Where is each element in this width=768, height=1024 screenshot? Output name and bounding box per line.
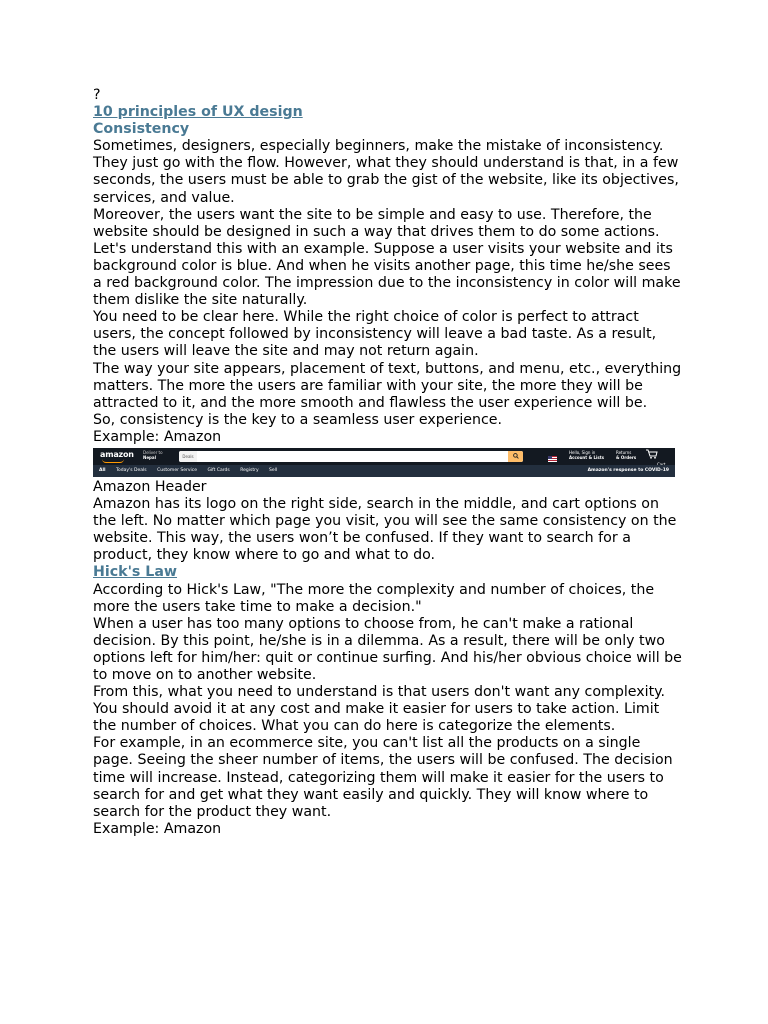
account-line2: Account & Lists xyxy=(569,454,605,460)
deliver-line1: Deliver to xyxy=(143,449,163,455)
amazon-search-bar xyxy=(179,451,523,462)
paragraph: The way your site appears, placement of text, buttons, and menu, etc., everything matters. The more the users are familiar with your site, the more they will be attracted to it, and the more smooth and flawless the user experience will be. xyxy=(93,360,682,411)
stray-mark: ? xyxy=(93,87,101,103)
amazon-nav-bar xyxy=(93,465,675,477)
amazon-top-bar xyxy=(93,448,675,465)
section-heading-hicks-law[interactable]: Hick's Law xyxy=(93,564,178,581)
document-title[interactable]: 10 principles of UX design xyxy=(93,104,303,121)
image-caption: Amazon Header xyxy=(93,478,207,495)
returns-line2: & Orders xyxy=(616,454,637,460)
amazon-nav-items xyxy=(99,466,286,476)
amazon-logo: amazon xyxy=(100,449,134,459)
section-heading-consistency[interactable]: Consistency xyxy=(93,121,190,138)
example-label: Example: Amazon xyxy=(93,820,222,837)
paragraph: So, consistency is the key to a seamless user experience. xyxy=(93,411,503,428)
amazon-header-image xyxy=(93,448,675,477)
returns-line1: Returns xyxy=(616,449,632,455)
account-line1: Hello, Sign in xyxy=(569,449,596,455)
nav-item: Sell xyxy=(269,467,278,473)
example-label: Example: Amazon xyxy=(93,428,222,445)
paragraph: Moreover, the users want the site to be simple and easy to use. Therefore, the website should be designed in such a way that drives them to do some actions. xyxy=(93,206,660,240)
deliver-line2: Nepal xyxy=(143,454,156,460)
nav-item: Customer Service xyxy=(157,467,197,473)
paragraph: Let's understand this with an example. Suppose a user visits your website and its background color is blue. And when he visits another page, this time he/she sees a red background color. The impression due to the inconsistency in color will make them dislike the site naturally. xyxy=(93,240,681,309)
paragraph: Sometimes, designers, especially beginners, make the mistake of inconsistency. They just go with the flow. However, what they should understand is that, in a few seconds, the users must be able to grab the gist of the website, like its objectives, services, and value. xyxy=(93,138,679,206)
nav-item: All xyxy=(99,467,106,473)
paragraph: You need to be clear here. While the right choice of color is perfect to attract users, the concept followed by inconsistency will leave a bad taste. As a result, the users will leave the site and may not return again. xyxy=(93,309,657,360)
amazon-search-category: Deals xyxy=(179,451,197,462)
paragraph: For example, in an ecommerce site, you can't list all the products on a single page. Seeing the sheer number of items, the users will be confused. The decision time will increase. Instead, categorizing them will make it easier for the users to search for and get what they want easily and quickly. They will know where to search for the product they want. xyxy=(93,735,673,820)
amazon-smile-icon xyxy=(102,459,124,463)
paragraph: Amazon has its logo on the right side, search in the middle, and cart options on the left. No matter which page you visit, you will see the same consistency on the website. This way, the users won’t be confused. If they want to search for a product, they know where to go and what to do. xyxy=(93,496,677,564)
nav-item: Today's Deals xyxy=(116,467,147,473)
paragraph: From this, what you need to understand is that users don't want any complexity. You should avoid it at any cost and make it easier for users to take action. Limit the number of choices. What you can do here is categorize the elements. xyxy=(93,684,666,735)
nav-item: Registry xyxy=(240,467,259,473)
amazon-returns xyxy=(616,450,636,460)
paragraph: When a user has too many options to choose from, he can't make a rational decision. By this point, he/she is in a dilemma. As a result, there will be only two options left for him/her: quit or continue surfing. And his/her obvious choice will be to move on to another website. xyxy=(93,615,682,683)
paragraph: According to Hick's Law, "The more the complexity and number of choices, the more the users take time to make a decision." xyxy=(93,581,655,615)
search-icon xyxy=(508,451,523,462)
amazon-deliver-to xyxy=(143,450,163,460)
amazon-account xyxy=(569,450,604,460)
nav-item: Gift Cards xyxy=(207,467,230,473)
amazon-covid-link: Amazon's response to COVID-19 xyxy=(587,467,669,473)
document-content xyxy=(93,87,683,838)
